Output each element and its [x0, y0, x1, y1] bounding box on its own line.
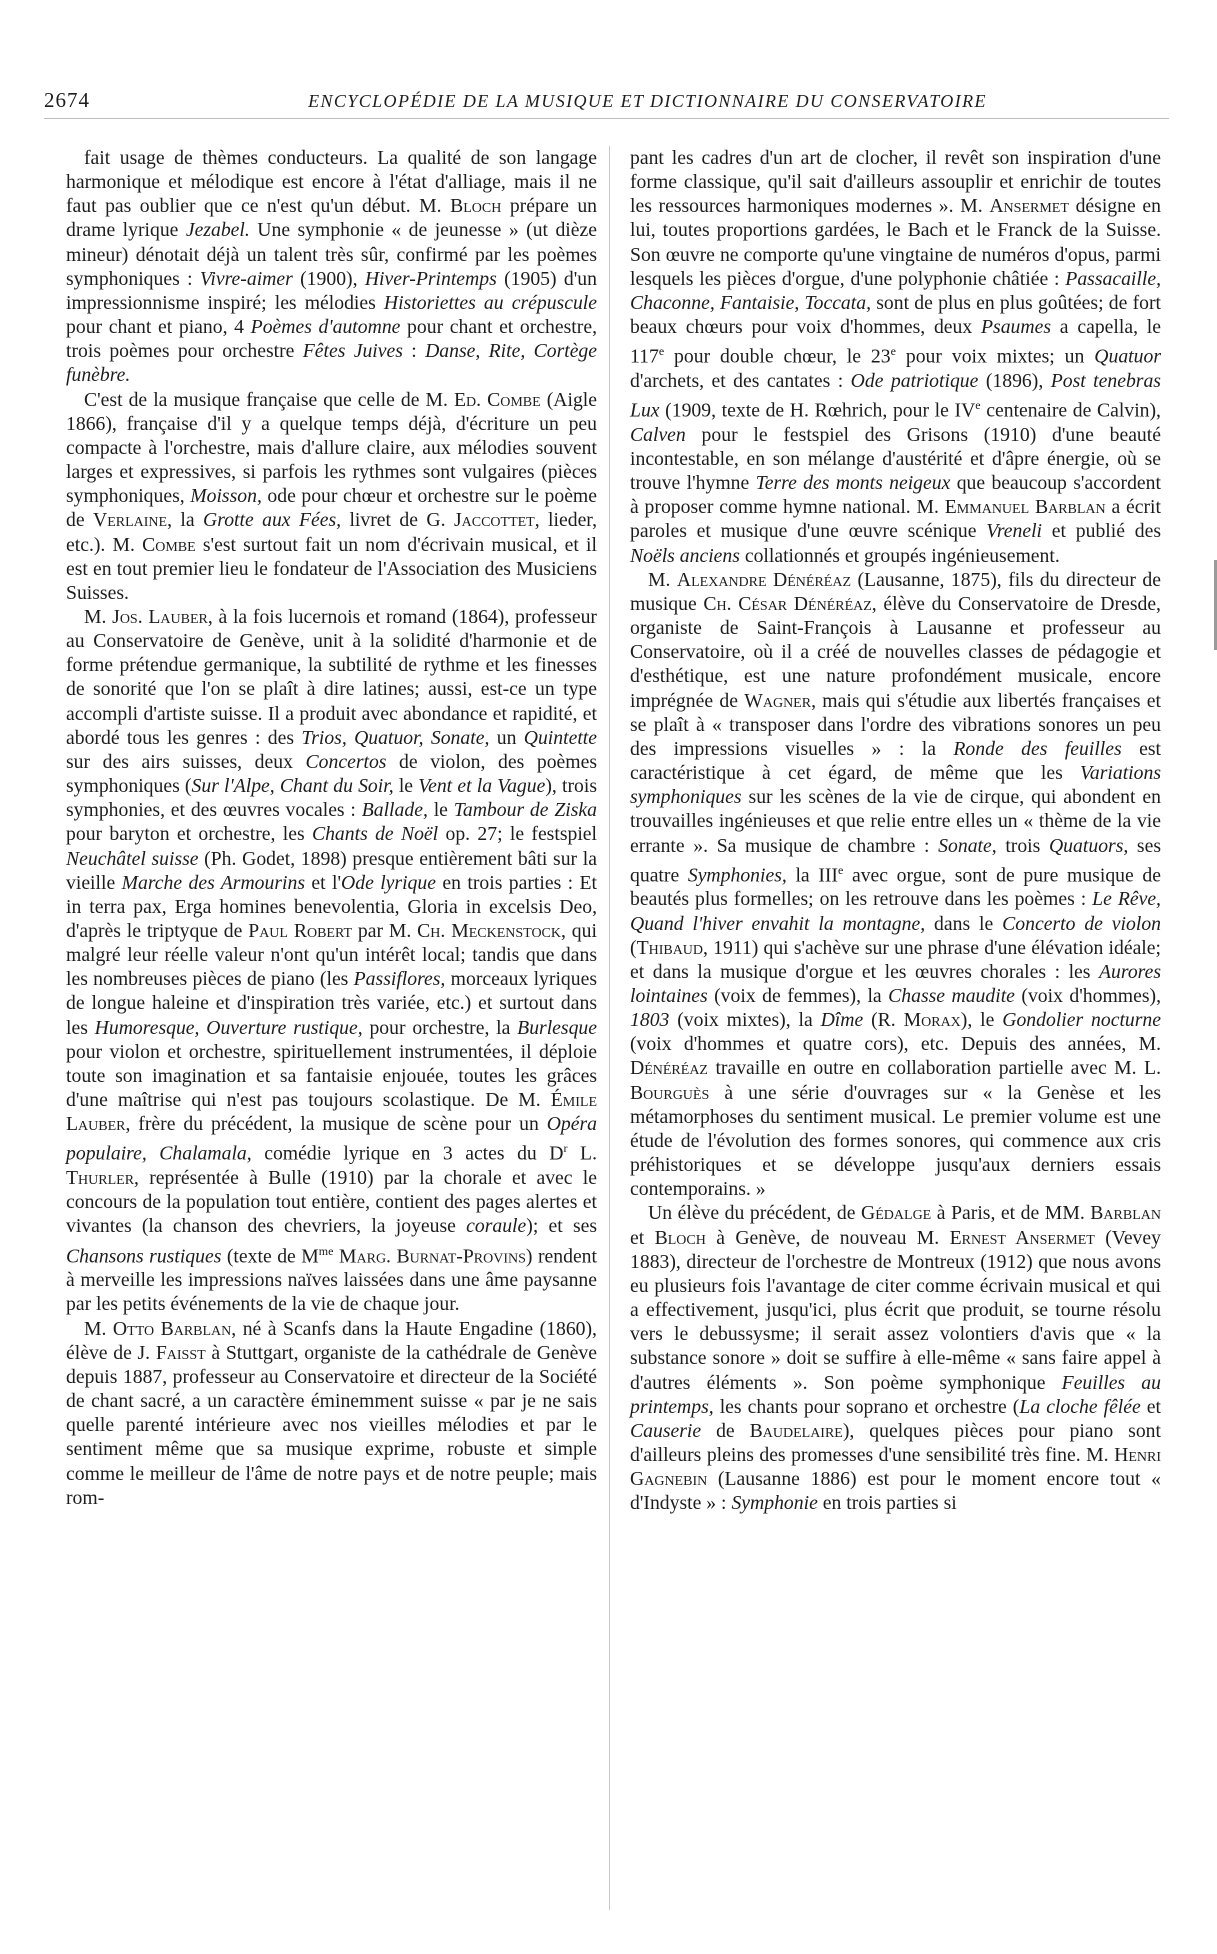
italic-title: Psaumes [981, 316, 1052, 339]
text-run: prépare un drame lyrique [66, 195, 598, 242]
italic-title: Tambour de Ziska [453, 799, 597, 822]
text-run: , lieder, etc.). M. [66, 509, 597, 556]
text-run: pant les cadres d'un art de clocher, il revêt son inspiration d'une forme classique, qu'il sait d'ailleurs assouplir et enrichir de toutes les ressources harmoniques modernes ». M. [630, 147, 1161, 218]
proper-name: Émile Lauber [66, 1089, 597, 1136]
italic-title: Chants de Noël [311, 823, 439, 846]
italic-title: Sonate, [938, 834, 997, 857]
paragraph [66, 146, 597, 388]
left-column [66, 146, 597, 1510]
paragraph [630, 146, 1161, 568]
text-run: à une série d'ouvrages sur « la Genèse et les métamorphoses du sentiment musical. Le premier volume est une étude de l'évolution des formes sonores, qui commence aux cris préhistoriques et se développe jusqu'aux derniers essais contemporains. » [630, 1081, 1161, 1201]
text-run: , la [167, 509, 204, 532]
text-run: trois [996, 834, 1049, 857]
text-run: (voix d'hommes et quatre cors), etc. Depuis des années, M. [630, 1033, 1161, 1056]
text-run: (Vevey 1883), directeur de l'orchestre de Montreux (1912) que nous avons eu plusieurs fois l'avantage de citer comme écrivain musical et qui a effectivement, jusqu'ici, plus écrit que produit, se tourne résolu vers le debussysme; il serait assez volontiers d'avis que « la substance sonore » doit se suffire à elle-même « sans faire appel à d'autres éléments ». Son poème symphonique [630, 1226, 1161, 1394]
italic-title: Moisson, [190, 485, 262, 508]
text-run: livret de G. [341, 509, 454, 532]
italic-title: Quatuors, [1048, 834, 1129, 857]
text-run: à Paris, et de MM. [931, 1202, 1091, 1225]
proper-name: Ansermet [989, 195, 1069, 218]
text-run: s'est surtout fait un nom d'écrivain musical, et il est en tout premier lieu le fondateur de l'Association des Musiciens Suisses. [66, 533, 597, 604]
italic-title: Vent et la Vague [418, 775, 546, 798]
italic-title: Historiettes au crépuscule [383, 291, 597, 314]
text-run: , à la fois lucernois et romand (1864), professeur au Conservatoire de Genève, unit à la solidité d'harmonie et de forme prétendue germanique, la subtilité de rythme et les finesses de sonorité que l'on se plaît à dire latines; aussi, est-ce un type accompli d'artiste suisse. Il a produit avec abondance et rapidité, et abordé tous les genres : des [66, 605, 597, 749]
italic-title: Causerie [630, 1419, 702, 1442]
italic-title: Humoresque, Ouverture rustique, [94, 1016, 363, 1039]
text-run: en trois parties : Et in terra pax, Erga homines benevolentia, Gloria in excelsis Deo, d'après le triptyque de [66, 871, 597, 942]
proper-name: Thibaud [636, 936, 704, 959]
italic-title: La cloche fêlée [1019, 1395, 1141, 1418]
text-run: M. [648, 568, 677, 591]
italic-title: Aurores lointaines [630, 960, 1161, 1007]
proper-name: Ed. Combe [454, 388, 541, 411]
italic-title: Jezabel. [185, 219, 250, 242]
italic-title: Vreneli [986, 520, 1043, 543]
text-run: , représentée à Bulle (1910) par la chorale et avec le concours de la population tout entière, contient des pages alertes et vivantes (la chanson des chevriers, la joyeuse [66, 1167, 597, 1238]
text-run: la III [786, 864, 838, 887]
text-run: collationnés et groupés ingénieusement. [739, 544, 1060, 567]
italic-title: Chansons rustiques [66, 1245, 222, 1268]
paragraph [630, 1201, 1161, 1515]
italic-title: Quatuor [1094, 345, 1162, 368]
italic-title: Variations symphoniques [630, 762, 1161, 809]
text-run: pour orchestre, la [362, 1016, 518, 1039]
text-run: le [427, 799, 454, 822]
paragraph [66, 388, 597, 605]
italic-title: Le Rêve, Quand l'hiver envahit la montagne, [630, 888, 1161, 935]
proper-name: Combe [142, 533, 196, 556]
superscript: me [318, 1243, 334, 1258]
text-run: ), trois symphonies, et des œuvres vocales : [66, 775, 598, 822]
text-run: (1909, texte de H. Rœhrich, pour le IV [659, 399, 976, 422]
text-run: comédie lyrique en 3 actes du D [251, 1142, 564, 1165]
italic-title: 1803 [630, 1009, 670, 1032]
text-run: , mais qui s'étudie aux libertés françaises et se plaît à « transposer dans l'ordre des vibrations sonores un peu des impressions visuelles » : la [630, 689, 1162, 760]
italic-title: Danse, Rite, Cortège funèbre. [66, 340, 598, 387]
text-run: M. [84, 1317, 113, 1340]
text-run: fait usage de thèmes conducteurs. La qualité de son langage harmonique et mélodique est encore à l'état d'alliage, mais il ne faut pas oublier que ce n'est qu'un début. M. [66, 147, 597, 218]
italic-title: Quintette [523, 726, 598, 749]
proper-name: Ch. Meckenstock [417, 920, 562, 942]
column-divider [609, 146, 610, 1910]
text-run: L. [567, 1142, 597, 1165]
text-run: M. [84, 605, 113, 628]
proper-name: Otto Barblan [112, 1317, 232, 1340]
text-run: (Lausanne 1886) est pour le moment encore tout « d'Indyste » : [630, 1468, 1161, 1515]
text-run: (voix d'hommes), [1014, 985, 1161, 1007]
text-run: avec orgue, sont de pure musique de beautés plus formelles; on les retrouve dans les poèmes : [630, 864, 1161, 911]
italic-title: Gondolier nocturne [1002, 1009, 1162, 1032]
text-run: , 1911) qui s'achève sur une phrase d'une élévation idéale; et dans la musique d'orgue et les œuvres chorales : les [630, 936, 1161, 983]
italic-title: Burlesque [517, 1016, 597, 1039]
proper-name: Ernest Ansermet [949, 1226, 1095, 1249]
italic-title: Dîme [820, 1009, 864, 1032]
text-run: pour le festspiel des Grisons (1910) d'une beauté incontestable, en son mélange d'austérité et d'âpre énergie, où se trouve l'hymne [630, 423, 1161, 495]
text-run: pour baryton et orchestre, les [66, 823, 312, 846]
text-run: (1900), [292, 267, 365, 290]
text-run: (1905) d'un impressionnisme inspiré; les mélodies [66, 267, 597, 314]
text-run: ode pour chœur et orchestre sur le poème de [66, 485, 597, 532]
italic-title: Sur l'Alpe, Chant du Soir, [191, 775, 394, 798]
superscript: e [975, 398, 981, 413]
italic-title: Vivre-aimer [199, 267, 293, 290]
text-run: a capella, le 117 [630, 316, 1161, 368]
text-run: à Genève, de nouveau M. [705, 1226, 950, 1249]
italic-title: Noëls anciens [630, 544, 740, 567]
text-run: ); et ses [526, 1215, 598, 1238]
text-run: (R. [863, 1009, 904, 1032]
italic-title: Ode patriotique [850, 369, 979, 392]
text-run: centenaire de Calvin), [980, 399, 1161, 422]
text-run: (Ph. Godet, 1898) presque entièrement bâti sur la vieille [66, 847, 597, 894]
proper-name: Bloch [654, 1226, 706, 1249]
text-run: et l' [305, 871, 342, 894]
text-run: (texte de M [221, 1245, 319, 1268]
proper-name: Jos. Lauber [112, 605, 208, 628]
proper-name: Marg. Burnat-Provins [338, 1245, 526, 1268]
text-run: de violon, des poèmes symphoniques ( [66, 750, 597, 798]
proper-name: Ch. César Dénéréaz [703, 592, 872, 615]
paragraph [66, 1317, 597, 1510]
italic-title: Symphonie [731, 1492, 818, 1515]
right-column [630, 146, 1161, 1515]
italic-title: Ode lyrique [341, 871, 436, 894]
text-run: , élève du Conservatoire de Dresde, organiste de Saint-François à Lausanne et professeur au Conservatoire, où il a créé de nouvelles classes de pédagogie et d'esthétique, est une nature profondément musicale, encore imprégnée de [630, 592, 1161, 712]
text-run: a écrit paroles et musique d'une œuvre scénique [630, 496, 1161, 543]
text-run: (1896), [978, 369, 1051, 392]
text-run: morceaux lyriques de longue haleine et d'inspiration très variée, etc.) et surtout dans les [66, 968, 597, 1039]
italic-title: Passacaille, Chaconne, Fantaisie, Toccata, [630, 267, 1161, 314]
superscript: e [890, 344, 896, 359]
proper-name: Alexandre Dénéréaz [676, 568, 852, 591]
text-run: ) rendent à merveille les impressions naïves laissées dans une âme paysanne par les petits événements de la vie de chaque jour. [66, 1245, 598, 1316]
text-run: , frère du précédent, la musique de scène pour un [125, 1113, 547, 1136]
text-run: et publié des [1042, 520, 1161, 543]
running-title: ENCYCLOPÉDIE DE LA MUSIQUE ET DICTIONNAIRE DU CONSERVATOIRE [308, 91, 987, 111]
text-run: pour double chœur, le 23 [664, 345, 891, 368]
text-run: : [402, 340, 426, 363]
text-run: C'est de la musique française que celle de M. [84, 388, 454, 411]
italic-title: Poèmes d'automne [250, 316, 401, 339]
proper-name: Baudelaire [749, 1419, 843, 1442]
italic-title: Feuilles au printemps, [630, 1371, 1161, 1418]
page-number: 2674 [44, 88, 90, 112]
italic-title: Trios, Quatuor, Sonate, [301, 726, 490, 749]
text-run: est caractéristique à cet égard, de même que les [630, 737, 1161, 785]
paragraph [630, 568, 1161, 1202]
italic-title: Terre des monts neigeux [755, 472, 951, 495]
text-run: en trois parties si [817, 1492, 957, 1515]
text-run: , qui malgré leur réelle valeur n'ont qu'un intérêt local; tandis que dans les nombreuses pièces de piano (les [66, 920, 597, 991]
italic-title: Symphonies, [687, 864, 787, 887]
text-run: à Stuttgart, organiste de la cathédrale de Genève depuis 1887, professeur au Conservatoire et directeur de la Société de chant sacré, a un caractère éminemment suisse « par je ne sais quelle parenté intérieure avec nos vieilles mélodies et par le sentiment même que sa musique exprime, robuste et simple comme le meilleur de l'âme de notre pays et de notre peuple; mais rom- [66, 1341, 597, 1509]
proper-name: Faisst [155, 1341, 206, 1364]
text-run: ( [630, 936, 637, 959]
text-run: (Aigle 1866), française d'il y a quelque temps déjà, d'écriture un peu compacte à l'orchestre, mais d'allure claire, aux mélodies souvent larges et expressives, si parfois les rythmes sont vulgaires (pièces symphoniques, [66, 388, 598, 508]
italic-title: Ballade, [361, 799, 428, 822]
italic-title: Post tenebras Lux [630, 369, 1161, 422]
superscript: e [658, 344, 665, 359]
italic-title: Grotte aux Fées, [203, 509, 342, 532]
text-run: les chants pour soprano et orchestre ( [713, 1395, 1020, 1418]
superscript: e [837, 862, 844, 877]
proper-name: Jaccottet [453, 509, 535, 532]
text-run: et [630, 1226, 655, 1249]
proper-name: Gédalge [861, 1202, 932, 1225]
italic-title: Concerto de violon [1002, 912, 1162, 935]
italic-title: Hiver-Printemps [364, 267, 497, 290]
proper-name: Morax [903, 1009, 961, 1032]
text-run: op. 27; le festspiel [438, 823, 598, 846]
text-run: désigne en lui, toutes proportions gardées, le Bach et le Franck de la Suisse. Son œuvre ne comporte qu'une vingtaine de numéros d'opus, parmi lesquels les pièces d'orgue, d'une polyphonie châtiée : [630, 195, 1161, 290]
proper-name: Paul Robert [248, 920, 353, 942]
italic-title: Ronde des feuilles [953, 737, 1122, 760]
text-run: ), quelques pièces pour piano sont d'ailleurs pleins des promesses d'une sensibilité très fine. M. [630, 1419, 1161, 1466]
text-run: ses quatre [630, 834, 1161, 887]
text-run: pour chant et orchestre, trois poèmes pour orchestre [66, 316, 597, 363]
proper-name: Henri Gagnebin [630, 1443, 1161, 1491]
text-run: ), le [960, 1009, 1003, 1032]
italic-title: Marche des Armourins [121, 871, 305, 894]
text-run: (voix de femmes), la [707, 985, 889, 1007]
proper-name: Verlaine [93, 509, 168, 532]
italic-title: coraule [466, 1215, 527, 1238]
text-run: dans le [925, 912, 1003, 935]
text-run: que beaucoup s'accordent à proposer comme hymne national. M. [630, 472, 1161, 519]
italic-title: Fêtes Juives [302, 340, 403, 363]
text-run: , né à Scanfs dans la Haute Engadine (1860), élève de J. [66, 1317, 597, 1364]
text-run: Une symphonie « de jeunesse » (ut dièze mineur) dénotait déjà un talent très sûr, confirmé par les poèmes symphoniques : [66, 219, 597, 290]
italic-title: Calven [630, 423, 686, 446]
text-run: et [1140, 1395, 1162, 1418]
text-run: pour voix mixtes; un [895, 345, 1095, 368]
text-run: Un élève du précédent, de [648, 1202, 862, 1225]
text-run: sur les scènes de la vie de cirque, qui abondent en trouvailles ingénieuses et que relie entre elles un « thème de la vie errante ». Sa musique de chambre : [630, 786, 1161, 857]
running-header [44, 88, 1169, 119]
text-run: d'archets, et des cantates : [630, 369, 851, 392]
superscript: r [563, 1141, 568, 1156]
proper-name: Thurler [66, 1167, 135, 1190]
proper-name: Bourguès [630, 1081, 710, 1104]
text-run: pour violon et orchestre, spirituellement instrumentées, il déploie toute son imagination et sa fantaisie enjouée, toutes les grâces d'une maîtrise qui n'est pas toujours scolastique. De M. [66, 1040, 597, 1112]
text-run: (voix mixtes), la [669, 1009, 821, 1032]
italic-title: Chasse maudite [888, 985, 1015, 1007]
italic-title: Concertos [305, 750, 387, 773]
paragraph [66, 605, 597, 1317]
text-run: le [393, 775, 419, 798]
text-run: sont de plus en plus goûtées; de fort beaux chœurs pour voix d'hommes, deux [630, 291, 1161, 339]
proper-name: Barblan [1090, 1202, 1161, 1225]
text-run: (Lausanne, 1875), fils du directeur de musique [630, 568, 1161, 615]
text-run: par M. [352, 920, 418, 942]
text-run: un [489, 726, 524, 749]
text-run: travaille en outre en collaboration partielle avec M. L. [707, 1057, 1161, 1080]
text-run: sur des airs suisses, deux [66, 750, 306, 773]
proper-name: Wagner [744, 689, 812, 712]
text-run: pour chant et piano, 4 [66, 316, 251, 339]
proper-name: Emmanuel Barblan [944, 496, 1106, 519]
proper-name: Dénéréaz [630, 1057, 708, 1080]
italic-title: Opéra populaire, Chalamala, [66, 1113, 597, 1165]
italic-title: Neuchâtel suisse [66, 847, 199, 870]
text-run: de [701, 1419, 750, 1442]
italic-title: Passiflores, [353, 968, 446, 991]
proper-name: Bloch [450, 195, 502, 218]
